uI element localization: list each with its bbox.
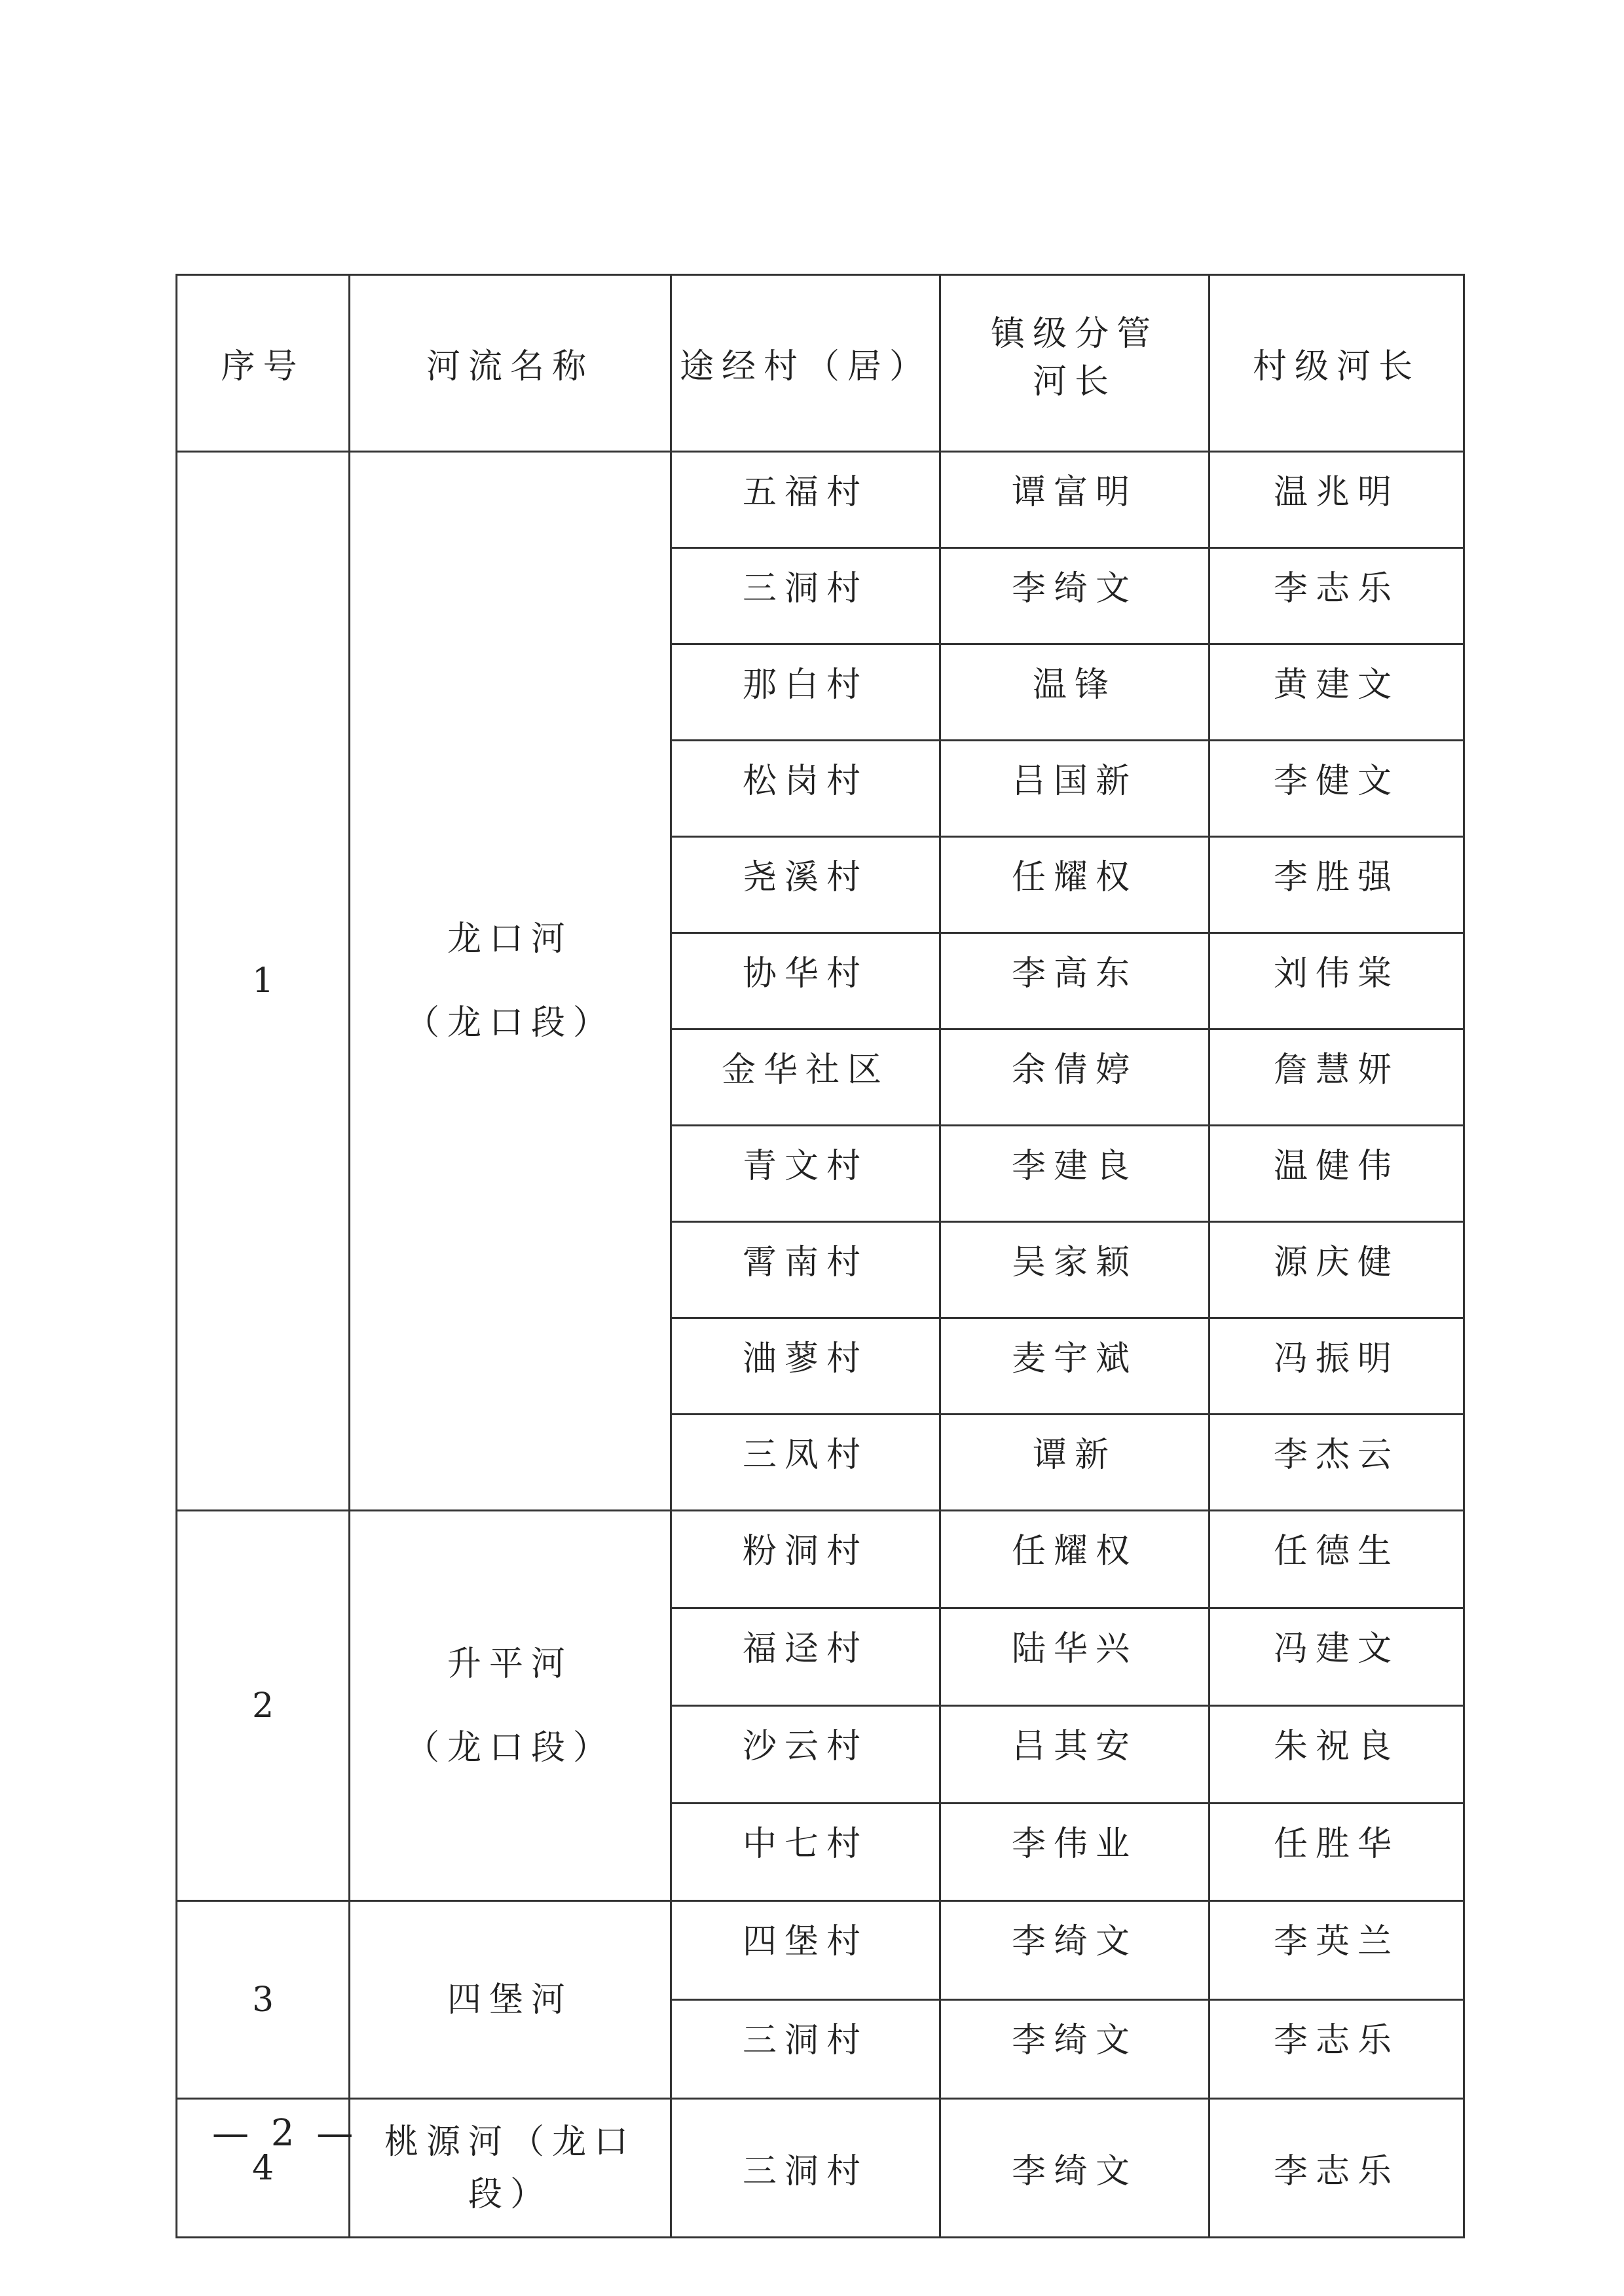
village-chief: 李志乐 bbox=[1209, 2099, 1464, 2238]
village: 浀蓼村 bbox=[671, 1318, 940, 1415]
header-town-chief-line1: 镇级分管 bbox=[990, 314, 1158, 354]
village-chief: 李胜强 bbox=[1209, 837, 1464, 933]
village-chief: 温兆明 bbox=[1209, 452, 1464, 548]
table-row bbox=[177, 1901, 1464, 2000]
header-index: 序号 bbox=[177, 275, 350, 452]
town-chief: 吴家颖 bbox=[940, 1222, 1209, 1318]
row-index: 3 bbox=[177, 1901, 350, 2099]
village-chief: 冯振明 bbox=[1209, 1318, 1464, 1415]
village: 金华社区 bbox=[671, 1029, 940, 1126]
river-chief-table bbox=[175, 274, 1465, 2238]
village: 那白村 bbox=[671, 644, 940, 741]
village-chief: 刘伟棠 bbox=[1209, 933, 1464, 1029]
town-chief: 余倩婷 bbox=[940, 1029, 1209, 1126]
village: 尧溪村 bbox=[671, 837, 940, 933]
village: 三凤村 bbox=[671, 1415, 940, 1511]
page-number: — 2 — bbox=[212, 2112, 359, 2155]
village: 沙云村 bbox=[671, 1706, 940, 1804]
table-header-row bbox=[177, 275, 1464, 452]
river-name-line: 桃源河（龙口 bbox=[384, 2122, 636, 2162]
village-chief: 任德生 bbox=[1209, 1511, 1464, 1608]
town-chief: 李绮文 bbox=[940, 2000, 1209, 2099]
town-chief: 李绮文 bbox=[940, 1901, 1209, 2000]
village-chief: 源庆健 bbox=[1209, 1222, 1464, 1318]
town-chief: 李绮文 bbox=[940, 548, 1209, 644]
town-chief: 李建良 bbox=[940, 1126, 1209, 1222]
village-chief: 李健文 bbox=[1209, 741, 1464, 837]
town-chief: 吕其安 bbox=[940, 1706, 1209, 1804]
header-town-chief bbox=[940, 275, 1209, 452]
header-village-chief: 村级河长 bbox=[1209, 275, 1464, 452]
village: 霄南村 bbox=[671, 1222, 940, 1318]
village-chief: 黄建文 bbox=[1209, 644, 1464, 741]
river-name-line: 龙口河 bbox=[447, 919, 573, 959]
river-name-line: 四堡河 bbox=[447, 1980, 573, 2020]
row-index: 1 bbox=[177, 452, 350, 1511]
village-chief: 李英兰 bbox=[1209, 1901, 1464, 2000]
river-name bbox=[350, 2099, 671, 2238]
town-chief: 李绮文 bbox=[940, 2099, 1209, 2238]
row-index: 4 bbox=[177, 2099, 350, 2238]
town-chief: 陆华兴 bbox=[940, 1608, 1209, 1706]
village: 四堡村 bbox=[671, 1901, 940, 2000]
village-chief: 朱祝良 bbox=[1209, 1706, 1464, 1804]
village: 三洞村 bbox=[671, 2000, 940, 2099]
table-row bbox=[177, 452, 1464, 548]
header-town-chief-line2: 河长 bbox=[1032, 361, 1116, 401]
village-chief: 任胜华 bbox=[1209, 1804, 1464, 1901]
village: 青文村 bbox=[671, 1126, 940, 1222]
river-name bbox=[350, 1511, 671, 1901]
village-chief: 冯建文 bbox=[1209, 1608, 1464, 1706]
village-chief: 詹慧妍 bbox=[1209, 1029, 1464, 1126]
header-river-name: 河流名称 bbox=[350, 275, 671, 452]
village-chief: 李志乐 bbox=[1209, 2000, 1464, 2099]
town-chief: 任耀权 bbox=[940, 837, 1209, 933]
village-chief: 温健伟 bbox=[1209, 1126, 1464, 1222]
village: 三洞村 bbox=[671, 548, 940, 644]
river-name-line: 段） bbox=[468, 2174, 552, 2214]
river-name-line: 升平河 bbox=[447, 1644, 573, 1684]
village: 松岗村 bbox=[671, 741, 940, 837]
river-name bbox=[350, 452, 671, 1511]
village-chief: 李志乐 bbox=[1209, 548, 1464, 644]
village: 中七村 bbox=[671, 1804, 940, 1901]
river-name bbox=[350, 1901, 671, 2099]
river-name-line: （龙口段） bbox=[405, 1003, 615, 1043]
town-chief: 谭新 bbox=[940, 1415, 1209, 1511]
town-chief: 任耀权 bbox=[940, 1511, 1209, 1608]
table-row bbox=[177, 2099, 1464, 2238]
village: 协华村 bbox=[671, 933, 940, 1029]
river-name-line: （龙口段） bbox=[405, 1728, 615, 1768]
table-row bbox=[177, 1511, 1464, 1608]
row-index: 2 bbox=[177, 1511, 350, 1901]
town-chief: 谭富明 bbox=[940, 452, 1209, 548]
village: 三洞村 bbox=[671, 2099, 940, 2238]
town-chief: 吕国新 bbox=[940, 741, 1209, 837]
village: 福迳村 bbox=[671, 1608, 940, 1706]
town-chief: 李高东 bbox=[940, 933, 1209, 1029]
village: 粉洞村 bbox=[671, 1511, 940, 1608]
town-chief: 温锋 bbox=[940, 644, 1209, 741]
village: 五福村 bbox=[671, 452, 940, 548]
town-chief: 麦宇斌 bbox=[940, 1318, 1209, 1415]
town-chief: 李伟业 bbox=[940, 1804, 1209, 1901]
village-chief: 李杰云 bbox=[1209, 1415, 1464, 1511]
header-village: 途经村（居） bbox=[671, 275, 940, 452]
